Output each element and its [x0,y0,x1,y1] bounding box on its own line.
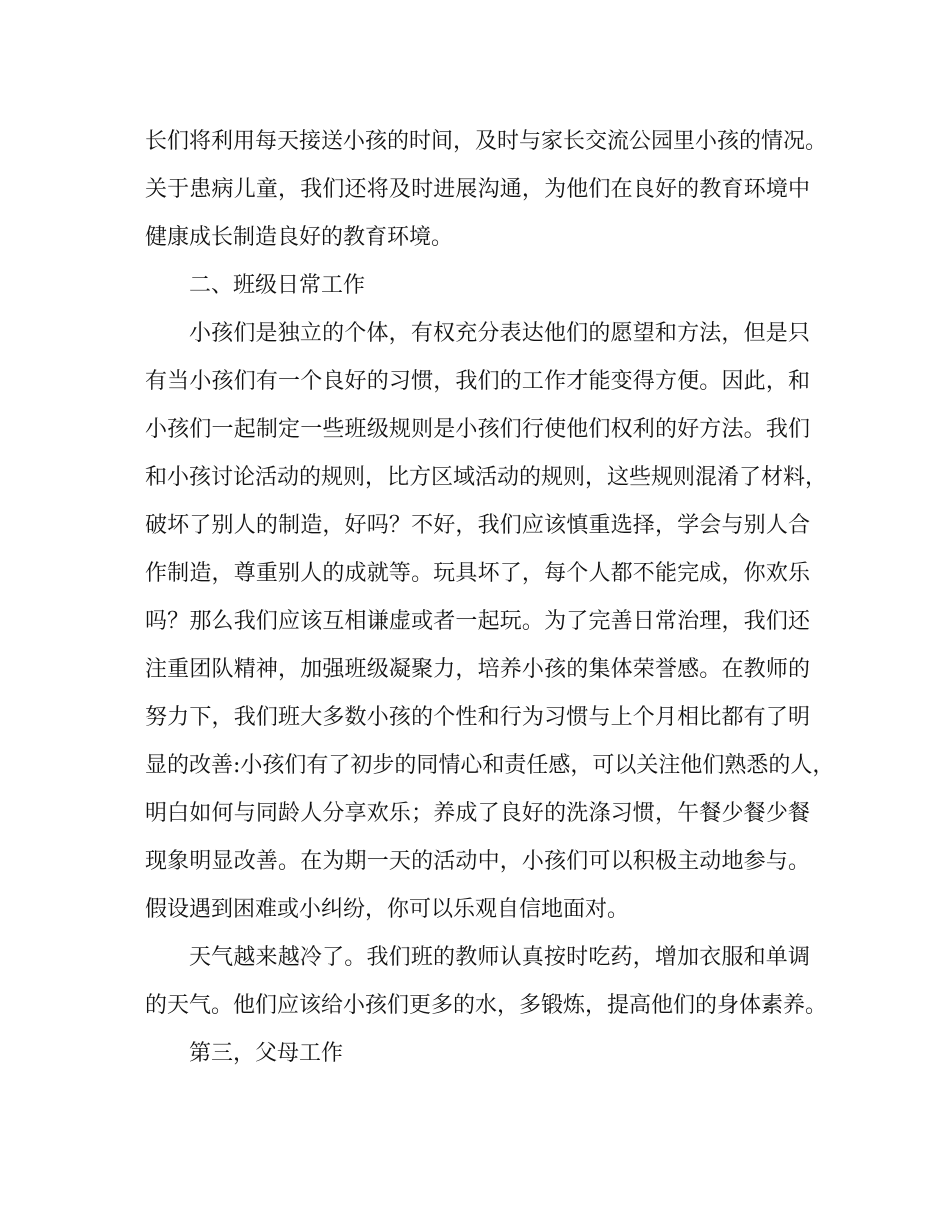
text-line: 健康成长制造良好的教育环境。 [145,225,454,250]
text-line: 和小孩讨论活动的规则，比方区域活动的规则，这些规则混淆了材料， [145,465,828,490]
text-line: 小孩们是独立的个体，有权充分表达他们的愿望和方法，但是只 [189,321,810,346]
text-line: 的天气。他们应该给小孩们更多的水，多锻炼，提高他们的身体素养。 [145,993,828,1018]
text-line: 显的改善:小孩们有了初步的同情心和责任感，可以关注他们熟悉的人， [145,753,835,778]
text-line: 二、班级日常工作 [189,273,366,298]
text-line: 现象明显改善。在为期一天的活动中，小孩们可以积极主动地参与。 [145,849,810,874]
document-body [145,118,835,1078]
text-line: 小孩们一起制定一些班级规则是小孩们行使他们权利的好方法。我们 [145,417,810,442]
text-line: 努力下，我们班大多数小孩的个性和行为习惯与上个月相比都有了明 [145,705,810,730]
text-line: 破坏了别人的制造，好吗？不好，我们应该慎重选择，学会与别人合 [145,513,810,538]
text-line: 有当小孩们有一个良好的习惯，我们的工作才能变得方便。因此，和 [145,369,810,394]
text-line: 作制造，尊重别人的成就等。玩具坏了，每个人都不能完成，你欢乐 [145,561,810,586]
text-line: 吗？那么我们应该互相谦虚或者一起玩。为了完善日常治理，我们还 [145,609,810,634]
text-line: 关于患病儿童，我们还将及时进展沟通，为他们在良好的教育环境中 [145,177,810,202]
text-line: 第三，父母工作 [189,1041,344,1066]
text-line: 假设遇到困难或小纠纷，你可以乐观自信地面对。 [145,897,630,922]
text-line: 注重团队精神，加强班级凝聚力，培养小孩的集体荣誉感。在教师的 [145,657,810,682]
text-line: 天气越来越冷了。我们班的教师认真按时吃药，增加衣服和单调 [189,945,810,970]
text-line: 长们将利用每天接送小孩的时间，及时与家长交流公园里小孩的情况。 [145,129,828,154]
text-line: 明白如何与同龄人分享欢乐；养成了良好的洗涤习惯，午餐少餐少餐 [145,801,810,826]
